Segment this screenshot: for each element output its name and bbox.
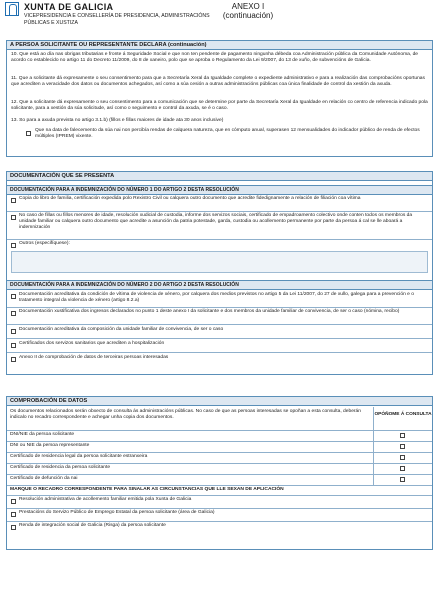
circ-item-1: Resolución administrativa de acollemento familiar emitida pola Xunta de Galicia: [19, 497, 192, 502]
doc2-item-3: Documentación acreditativa da composición da unidade familiar de convivencia, de ser o caso: [19, 327, 224, 332]
oppose-column-header: OPÓÑOME Á CONSULTA: [374, 412, 432, 417]
declara-item-13: 13. So para a axuda prevista no artigo 3.1.b) (fillos e fillas maiores de idade ata 30 anos inclusive): [11, 118, 224, 123]
declara-title: A PERSOA SOLICITANTE OU REPRESENTANTE DECLARA (continuación): [7, 41, 432, 50]
divider: [7, 441, 432, 442]
doc1-item-2: No caso de fillas ou fillos menores de idade, resolución xudicial de custodia, informe dos servizos sociais, certificado de empadroamento colectivo onde conten todos os membros da unidade familiar ou calquera outro documento que acredite a asunción da patria potestade, garda, custodia ou acollemento permanente por parte da persoa á cal se lle aboará a indemnización: [19, 213, 413, 230]
consulta-item-2: DNI ou NIE da persoa representante: [10, 443, 90, 448]
doc1-checkbox-2[interactable]: [11, 215, 16, 220]
divider: [7, 508, 432, 509]
declara-check-label: Que na data de falecemento da súa nai non percibía rendas de calquera natureza, que en cómputo anual, superasen 12 mensualidades do indicador público de renda de efectos múltiples (IPREM) vixente.: [35, 128, 420, 139]
circ-item-2: Prestacións do Servizo Público de Emprego Estatal da persoa solicitante (área de Galicia): [19, 510, 215, 515]
doc2-checkbox-5[interactable]: [11, 357, 16, 362]
divider: [7, 430, 432, 431]
divider: [7, 239, 432, 240]
circ-checkbox-2[interactable]: [11, 512, 16, 517]
documentacion-sub2: DOCUMENTACIÓN PARA A INDEMNIZACIÓN DO NÚMERO 2 DO ARTIGO 2 DESTA RESOLUCIÓN: [7, 280, 432, 290]
oppose-checkbox-4[interactable]: [400, 466, 405, 471]
divider: [7, 211, 432, 212]
marque-heading: MARQUE O RECADRO CORRESPONDENTE PARA SINALAR AS CIRCUNSTANCIAS QUE LLE SEXAN DE APLICACIÓN: [10, 487, 284, 492]
consulta-item-4: Certificado de residencia da persoa solicitante: [10, 465, 111, 470]
documentacion-sub1: DOCUMENTACIÓN PARA A INDEMNIZACIÓN DO NÚMERO 1 DO ARTIGO 2 DESTA RESOLUCIÓN: [7, 185, 432, 195]
xunta-logo-icon: [5, 2, 19, 16]
divider: [7, 307, 432, 308]
page-header: [0, 0, 439, 32]
circ-checkbox-3[interactable]: [11, 525, 16, 530]
doc2-checkbox-1[interactable]: [11, 294, 16, 299]
declara-item-11: 11. Que a solicitante dá expresamente o seu consentimento para que a Secretaría Xeral da Igualdade complete o expediente administrativo e para a realización das comprobacións oportunas que acrediten a veracidade dos datos ou documentos achegados, así como a súa cesión a outras administracións públicas coa única finalidade de control da xestión da axuda.: [11, 76, 425, 87]
doc2-checkbox-3[interactable]: [11, 329, 16, 334]
anexo-continuation: (continuación): [222, 11, 274, 20]
circ-item-3: Renda de integración social de Galicia (Risga) da persoa solicitante: [19, 523, 166, 528]
declara-item-10: 10. Que está ao día nas obrigas tributarias e fronte á Seguridade Social e que non ten pendente de pagamento ningunha débeda coa Administración pública da Comunidade Autónoma, de acordo co establecido no artigo 11 do Decreto 11/2009, do 8 de xaneiro, polo que se aproba o Regulamento da Lei 9/2007, do 13 de xuño, de subvencións de Galicia.: [11, 52, 419, 63]
doc2-checkbox-4[interactable]: [11, 343, 16, 348]
comprobacion-section: [6, 396, 433, 550]
doc1-checkbox-1[interactable]: [11, 198, 16, 203]
doc2-checkbox-2[interactable]: [11, 311, 16, 316]
divider: [7, 338, 432, 339]
declara-section: [6, 40, 433, 157]
logo-subtitle: VICEPRESIDENCIA E CONSELLERÍA DE PRESIDENCIA, ADMINISTRACIÓNS PÚBLICAS E XUSTIZA: [24, 13, 210, 26]
comprobacion-title: COMPROBACIÓN DE DATOS: [7, 397, 432, 406]
divider: [7, 485, 432, 486]
divider: [7, 324, 432, 325]
doc2-item-1: Documentación acreditativa da condición de vítima de violencia de xénero, por calquera dos medios previstos no artigo 5 da Lei 11/2007, do 27 de xullo, galega para a prevención e o tratamento integral da violencia de xénero (artigo 8.2.a): [19, 292, 414, 303]
divider: [7, 352, 432, 353]
divider: [7, 463, 432, 464]
oppose-checkbox-3[interactable]: [400, 455, 405, 460]
doc1-item-3: Outros (especifíquese):: [19, 241, 70, 246]
consulta-item-1: DNI/NIE da persoa solicitante: [10, 432, 75, 437]
divider: [7, 452, 432, 453]
oppose-checkbox-2[interactable]: [400, 444, 405, 449]
oppose-checkbox-5[interactable]: [400, 477, 405, 482]
documentacion-title: DOCUMENTACIÓN QUE SE PRESENTA: [7, 172, 432, 181]
consulta-item-3: Certificado de residencia legal da persoa solicitante estranxeira: [10, 454, 148, 459]
divider: [7, 495, 432, 496]
doc2-item-5: Anexo II de comprobación de datos de terceiras persoas interesadas: [19, 355, 169, 360]
doc2-item-2: Documentación xustificativa dos ingresos declarados no punto 1 deste anexo I da solicitante e dos membros da unidade familiar de convivencia, de ser o caso (nómina, recibo): [19, 309, 400, 314]
consulta-item-5: Certificado de defunción da nai: [10, 476, 78, 481]
documentacion-section: [6, 171, 433, 375]
comprobacion-intro: Os documentos relacionados serán obxecto de consulta ás administracións públicas. No caso de que as persoas interesadas se opoñan a esta consulta, deberán indicalo no recadro correspondente e achegar unha copia dos documentos.: [10, 409, 361, 420]
otros-input[interactable]: [11, 251, 428, 273]
anexo-title: [198, 2, 298, 20]
divider: [7, 474, 432, 475]
doc1-checkbox-3[interactable]: [11, 243, 16, 248]
logo-name: XUNTA DE GALICIA: [24, 2, 114, 12]
circ-checkbox-1[interactable]: [11, 499, 16, 504]
anexo-label: ANEXO I: [231, 2, 265, 11]
divider: [7, 521, 432, 522]
doc1-item-1: Copia do libro de familia, certificación expedida polo Rexistro Civil ou calquera outro documento que acredite fidedignamente a relación de filiación coa vítima: [19, 196, 361, 201]
oppose-checkbox-1[interactable]: [400, 433, 405, 438]
declara-checkbox[interactable]: [26, 131, 31, 136]
declara-item-12: 12. Que a solicitante dá expresamente o seu consentimento para a comunicación que se determine por parte da Secretaría Xeral da Igualdade en relación co centro de referencia indicado pola solicitante, para a xestión da súa solicitude, así como o seguimento e control da axuda, se é o caso.: [11, 100, 428, 111]
doc2-item-4: Certificados dos servizos sanitarios que acrediten a hospitalización: [19, 341, 165, 346]
